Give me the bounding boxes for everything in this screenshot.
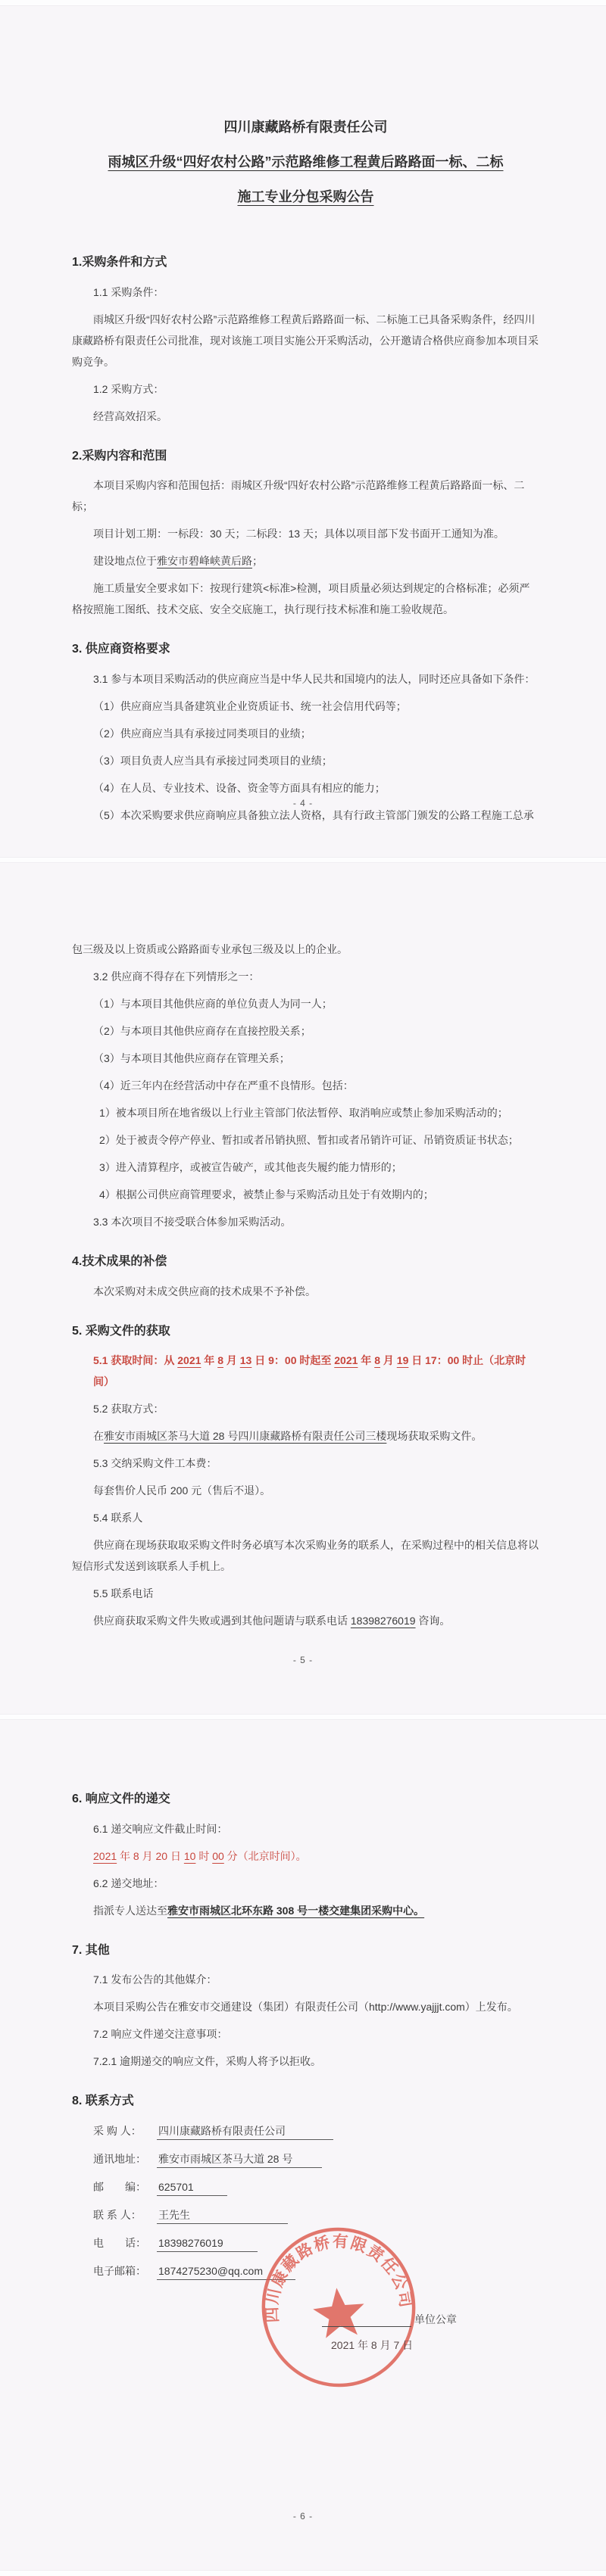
section3-heading: 3. 供应商资格要求 bbox=[72, 643, 170, 656]
announcement-title-line1: 雨城区升级“四好农村公路”示范路维修工程黄后路路面一标、二标 bbox=[108, 154, 504, 170]
text-segment: 年 bbox=[201, 1354, 218, 1367]
contact-person: 王先生 bbox=[157, 2207, 288, 2224]
section4-body: 本次采购对未成交供应商的技术成果不予补偿。 bbox=[93, 1285, 316, 1297]
contact-label: 采 购 人： bbox=[93, 2124, 142, 2137]
text-segment: 现场获取采购文件。 bbox=[386, 1430, 483, 1443]
section1-2-body: 经营高效招采。 bbox=[93, 410, 167, 422]
contact-phone-number: 18398276019 bbox=[350, 1615, 416, 1628]
company-title: 四川康藏路桥有限责任公司 bbox=[223, 120, 388, 135]
document-page-1 bbox=[0, 6, 606, 857]
section2-para3 bbox=[72, 550, 539, 572]
section5-4-label: 5.4 联系人 bbox=[93, 1512, 143, 1525]
text-segment: 指派专人送达至 bbox=[93, 1904, 167, 1917]
contact-telephone: 18398276019 bbox=[157, 2235, 258, 2252]
section5-2-body bbox=[72, 1425, 539, 1447]
section4-heading: 4.技术成果的补偿 bbox=[72, 1255, 167, 1268]
delivery-address: 雅安市雨城区北环东路 308 号一楼交建集团采购中心。 bbox=[167, 1904, 425, 1917]
text-segment: 在 bbox=[93, 1430, 104, 1443]
date-month: 8 bbox=[374, 1354, 380, 1367]
section1-1-label: 1.1 采购条件： bbox=[93, 285, 164, 298]
section1-2-label: 1.2 采购方式： bbox=[93, 382, 164, 395]
seal-date: 2021 年 8 月 7 日 bbox=[331, 2339, 414, 2351]
section5-5-label: 5.5 联系电话 bbox=[93, 1587, 154, 1600]
document-page-2 bbox=[0, 863, 606, 1714]
page3-content bbox=[0, 1720, 606, 2282]
document-page-3 bbox=[0, 1720, 606, 2570]
section6-1-label: 6.1 递交响应文件截止时间： bbox=[93, 1822, 228, 1835]
seal-company-text: 四川康藏路桥有限责任公司 bbox=[263, 2232, 415, 2323]
section5-heading: 5. 采购文件的获取 bbox=[72, 1324, 170, 1338]
list-item: （3）与本项目其他供应商存在管理关系； bbox=[93, 1052, 290, 1064]
section1-1-body: 雨城区升级“四好农村公路”示范路维修工程黄后路路面一标、二标施工已具备采购条件，经四川康藏路桥有限责任公司批准，现对该施工项目实施公开采购活动，公开邀请合格供应商参加本项目采购竞争。 bbox=[72, 313, 539, 368]
text-segment: 日 9：00 时起至 bbox=[251, 1354, 335, 1367]
contact-label: 联 系 人： bbox=[93, 2208, 142, 2221]
section6-2-label: 6.2 递交地址： bbox=[93, 1877, 164, 1889]
section3-2-intro: 3.2 供应商不得存在下列情形之一： bbox=[93, 970, 260, 983]
section7-1-body: 本项目采购公告在雅安市交通建设（集团）有限责任公司（http://www.yajjjt.com）上发布。 bbox=[93, 2001, 518, 2014]
section7-2-label: 7.2 响应文件递交注意事项： bbox=[93, 2028, 228, 2041]
contact-label: 电子邮箱： bbox=[93, 2264, 146, 2277]
section5-3-body: 每套售价人民币 200 元（售后不退）。 bbox=[93, 1484, 271, 1497]
pickup-address: 雅安市雨城区茶马大道 28 号四川康藏路桥有限责任公司三楼 bbox=[104, 1430, 387, 1443]
section5-2-label: 5.2 获取方式： bbox=[93, 1403, 164, 1416]
signature-line bbox=[322, 2314, 411, 2327]
text-segment: 年 bbox=[358, 1354, 375, 1367]
section1-heading: 1.采购条件和方式 bbox=[72, 256, 167, 269]
section6-heading: 6. 响应文件的递交 bbox=[72, 1793, 170, 1805]
list-item: （1）供应商应当具备建筑业企业资质证书、统一社会信用代码等； bbox=[93, 699, 407, 712]
text-segment: 月 bbox=[223, 1354, 240, 1367]
section3-3: 3.3 本次项目不接受联合体参加采购活动。 bbox=[93, 1216, 292, 1228]
text-segment: 咨询。 bbox=[415, 1615, 451, 1628]
contact-label: 邮 编： bbox=[93, 2180, 146, 2193]
time-minute: 00 bbox=[212, 1849, 224, 1862]
date-month: 8 bbox=[217, 1354, 223, 1367]
section5-3-label: 5.3 交纳采购文件工本费： bbox=[93, 1457, 217, 1470]
list-item: （3）项目负责人应当具有承接过同类项目的业绩； bbox=[93, 754, 333, 767]
section2-para4: 施工质量安全要求如下：按现行建筑<标准>检测，项目质量必须达到规定的合格标准；必须严格按照施工图纸、技术交底、安全交底施工，执行现行技术标准和施工验收规范。 bbox=[72, 582, 530, 616]
section7-heading: 7. 其他 bbox=[72, 1943, 110, 1957]
list-subitem: 1）被本项目所在地省级以上行业主管部门依法暂停、取消响应或禁止参加采购活动的； bbox=[99, 1107, 508, 1119]
list-item: （4）在人员、专业技术、设备、资金等方面具有相应的能力； bbox=[93, 781, 386, 794]
contact-label: 通讯地址： bbox=[93, 2152, 146, 2165]
contact-row bbox=[72, 2176, 539, 2198]
text-segment: 月 bbox=[380, 1354, 397, 1367]
construction-site-suffix: ； bbox=[252, 555, 263, 568]
page1-content bbox=[0, 6, 606, 826]
section2-para1: 本项目采购内容和范围包括：雨城区升级“四好农村公路”示范路维修工程黄后路路面一标、二标； bbox=[72, 479, 525, 513]
postal-code: 625701 bbox=[157, 2179, 227, 2196]
text-segment: 分（北京时间）。 bbox=[223, 1849, 307, 1862]
text-segment: 时 bbox=[195, 1849, 213, 1862]
seal-label: 单位公章 bbox=[414, 2313, 457, 2325]
page-number: - 4 - bbox=[292, 798, 314, 808]
purchaser-name: 四川康藏路桥有限责任公司 bbox=[157, 2123, 333, 2140]
date-day: 19 bbox=[396, 1354, 409, 1367]
list-item: （5）本次采购要求供应商响应具备独立法人资格，具有行政主管部门颁发的公路工程施工总承 bbox=[93, 808, 534, 821]
list-subitem: 3）进入清算程序，或被宣告破产，或其他丧失履约能力情形的； bbox=[99, 1161, 402, 1173]
section7-2-1: 7.2.1 逾期递交的响应文件，采购人将予以拒收。 bbox=[93, 2055, 322, 2068]
contact-row bbox=[72, 2120, 539, 2141]
date-year: 2021 bbox=[177, 1354, 201, 1367]
text-segment: 供应商获取采购文件失败或遇到其他问题请与联系电话 bbox=[93, 1615, 351, 1628]
construction-site-address: 雅安市碧峰峡黄后路 bbox=[157, 555, 252, 568]
seal-caption bbox=[322, 2312, 457, 2327]
page2-content bbox=[0, 863, 606, 1631]
contact-row bbox=[72, 2204, 539, 2226]
section5-4-body: 供应商在现场获取取采购文件时务必填写本次采购业务的联系人，在采购过程中的相关信息将以短信形式发送到该联系人手机上。 bbox=[72, 1539, 539, 1573]
contact-email: 1874275230@qq.com bbox=[157, 2263, 295, 2280]
text-segment: 日 17：00 时止（北京时间） bbox=[93, 1354, 526, 1388]
section2-heading: 2.采购内容和范围 bbox=[72, 449, 167, 463]
section2-para2: 项目计划工期：一标段：30 天；二标段：13 天；具体以项目部下发书面开工通知为准。 bbox=[93, 528, 504, 540]
contact-label: 电 话： bbox=[93, 2236, 146, 2249]
list-item: （2）供应商应当具有承接过同类项目的业绩； bbox=[93, 727, 311, 740]
section5-5-body bbox=[72, 1610, 539, 1631]
contact-row bbox=[72, 2260, 539, 2282]
date-year: 2021 bbox=[334, 1354, 358, 1367]
date-year: 2021 bbox=[93, 1849, 117, 1862]
date-day: 13 bbox=[239, 1354, 252, 1367]
page-number: - 5 - bbox=[292, 1655, 314, 1665]
section6-1-deadline bbox=[72, 1846, 539, 1867]
contact-row bbox=[72, 2148, 539, 2170]
list-item: （4）近三年内在经营活动中存在严重不良情形。包括： bbox=[93, 1079, 354, 1092]
contact-row bbox=[72, 2232, 539, 2254]
time-hour: 10 bbox=[183, 1849, 196, 1862]
section6-2-body bbox=[72, 1900, 539, 1921]
mailing-address: 雅安市雨城区茶马大道 28 号 bbox=[157, 2151, 322, 2168]
announcement-title-line2: 施工专业分包采购公告 bbox=[237, 189, 374, 204]
section7-1-label: 7.1 发布公告的其他媒介： bbox=[93, 1973, 217, 1986]
section5-1-time bbox=[72, 1350, 539, 1392]
page-number: - 6 - bbox=[292, 2511, 314, 2521]
section3-1-intro: 3.1 参与本项目采购活动的供应商应当是中华人民共和国境内的法人，同时还应具备如下条件： bbox=[93, 672, 536, 685]
section8-heading: 8. 联系方式 bbox=[72, 2095, 134, 2108]
construction-site-prefix: 建设地点位于 bbox=[93, 555, 157, 568]
text-segment: 年 8 月 20 日 bbox=[117, 1849, 184, 1862]
list-item: （2）与本项目其他供应商存在直接控股关系； bbox=[93, 1025, 311, 1037]
list-subitem: 2）处于被责令停产停业、暂扣或者吊销执照、暂扣或者吊销许可证、吊销资质证书状态； bbox=[99, 1134, 519, 1146]
list-subitem: 4）根据公司供应商管理要求，被禁止参与采购活动且处于有效期内的； bbox=[99, 1188, 434, 1201]
text-segment: 5.1 获取时间：从 bbox=[93, 1354, 178, 1367]
section3-1-continuation: 包三级及以上资质或公路路面专业承包三级及以上的企业。 bbox=[72, 943, 348, 955]
list-item: （1）与本项目其他供应商的单位负责人为同一人； bbox=[93, 998, 333, 1010]
